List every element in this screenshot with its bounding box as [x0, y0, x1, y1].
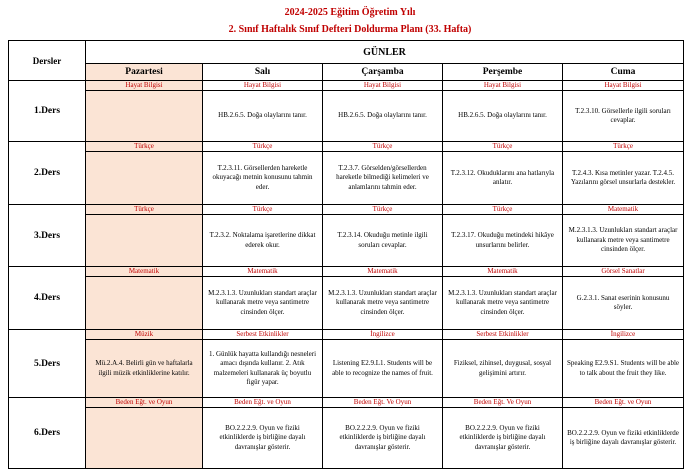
subject-cell: İngilizce	[323, 330, 443, 340]
objective-cell: BO.2.2.2.9. Oyun ve fiziki etkinliklerde iş birliğine dayalı davranışlar gösterir.	[563, 408, 684, 469]
day-header-monday: Pazartesi	[86, 64, 203, 81]
page-title: 2024-2025 Eğitim Öğretim Yılı	[284, 7, 416, 18]
subject-cell: Matematik	[86, 267, 203, 277]
objective-cell: BO.2.2.2.9. Oyun ve fiziki etkinliklerde iş birliğine dayalı davranışlar gösterir.	[443, 408, 563, 469]
objective-cell	[86, 91, 203, 142]
subject-cell: Beden Eğt. Ve Oyun	[323, 398, 443, 408]
objective-cell: T.2.3.11. Görsellerden hareketle okuyacağı metnin konusunu tahmin eder.	[203, 152, 323, 205]
objective-cell: T.2.3.10. Görsellerle ilgili soruları cevaplar.	[563, 91, 684, 142]
objective-cell: T.2.3.7. Görselden/görsellerden hareketle bilmediği kelimeleri ve anlamlarını tahmin eder.	[323, 152, 443, 205]
subject-cell: Türkçe	[563, 142, 684, 152]
content-row	[9, 215, 684, 267]
lesson-label: 3.Ders	[9, 205, 86, 267]
content-row	[9, 340, 684, 398]
content-row	[9, 408, 684, 469]
objective-cell: Mü.2.A.4. Belirli gün ve haftalarla ilgili müzik etkinliklerine katılır.	[86, 340, 203, 398]
objective-cell: M.2.3.1.3. Uzunlukları standart araçlar kullanarak metre veya santimetre cinsinden ölçer.	[563, 215, 684, 267]
weekly-plan-table	[8, 40, 684, 469]
content-row	[9, 152, 684, 205]
objective-cell: T.2.4.3. Kısa metinler yazar. T.2.4.5. Yazılarını görsel unsurlarla destekler.	[563, 152, 684, 205]
objective-cell: BO.2.2.2.9. Oyun ve fiziki etkinliklerde iş birliğine dayalı davranışlar gösterir.	[203, 408, 323, 469]
subject-cell: Hayat Bilgisi	[443, 81, 563, 91]
subject-cell: Beden Eğt. Ve Oyun	[443, 398, 563, 408]
objective-cell: M.2.3.1.3. Uzunlukları standart araçlar kullanarak metre veya santimetre cinsinden ölçer.	[203, 277, 323, 330]
subject-row	[9, 330, 684, 340]
objective-cell: HB.2.6.5. Doğa olaylarını tanır.	[443, 91, 563, 142]
subject-row	[9, 398, 684, 408]
subject-cell: Matematik	[323, 267, 443, 277]
objective-cell: T.2.3.17. Okuduğu metindeki hikâye unsurlarını belirler.	[443, 215, 563, 267]
lessons-column-header: Dersler	[9, 41, 86, 81]
objective-cell: T.2.3.2. Noktalama işaretlerine dikkat ederek okur.	[203, 215, 323, 267]
subject-cell: Beden Eğt. ve Oyun	[563, 398, 684, 408]
day-header-friday: Cuma	[563, 64, 684, 81]
objective-cell: M.2.3.1.3. Uzunlukları standart araçlar kullanarak metre veya santimetre cinsinden ölçer.	[443, 277, 563, 330]
subject-cell: Türkçe	[443, 142, 563, 152]
subject-cell: Türkçe	[443, 205, 563, 215]
subject-cell: Serbest Etkinlikler	[203, 330, 323, 340]
objective-cell: Fiziksel, zihinsel, duygusal, sosyal gelişimini artırır.	[443, 340, 563, 398]
subject-row	[9, 205, 684, 215]
subject-cell: Türkçe	[203, 205, 323, 215]
lesson-label: 4.Ders	[9, 267, 86, 330]
subject-cell: Türkçe	[86, 205, 203, 215]
objective-cell: G.2.3.1. Sanat eserinin konusunu söyler.	[563, 277, 684, 330]
objective-cell: HB.2.6.5. Doğa olaylarını tanır.	[323, 91, 443, 142]
subject-cell: Matematik	[563, 205, 684, 215]
subject-cell: İngilizce	[563, 330, 684, 340]
objective-cell	[86, 215, 203, 267]
day-header-tuesday: Salı	[203, 64, 323, 81]
subject-cell: Serbest Etkinlikler	[443, 330, 563, 340]
objective-cell: T.2.3.14. Okuduğu metinle ilgili soruları cevaplar.	[323, 215, 443, 267]
subject-row	[9, 81, 684, 91]
content-row	[9, 277, 684, 330]
objective-cell: Listening E2.9.L1. Students will be able to recognize the names of fruit.	[323, 340, 443, 398]
objective-cell	[86, 408, 203, 469]
lesson-label: 1.Ders	[9, 81, 86, 142]
objective-cell	[86, 277, 203, 330]
subject-cell: Beden Eğt. ve Oyun	[203, 398, 323, 408]
day-header-thursday: Perşembe	[443, 64, 563, 81]
subject-cell: Türkçe	[203, 142, 323, 152]
subject-row	[9, 267, 684, 277]
subject-cell: Görsel Sanatlar	[563, 267, 684, 277]
subject-cell: Türkçe	[86, 142, 203, 152]
subject-cell: Hayat Bilgisi	[323, 81, 443, 91]
objective-cell	[86, 152, 203, 205]
lesson-label: 2.Ders	[9, 142, 86, 205]
subject-cell: Hayat Bilgisi	[203, 81, 323, 91]
subject-cell: Beden Eğt. ve Oyun	[86, 398, 203, 408]
subject-cell: Hayat Bilgisi	[563, 81, 684, 91]
subject-cell: Müzik	[86, 330, 203, 340]
lesson-label: 6.Ders	[9, 398, 86, 469]
subject-cell: Türkçe	[323, 142, 443, 152]
subject-cell: Matematik	[443, 267, 563, 277]
subject-cell: Matematik	[203, 267, 323, 277]
objective-cell: Speaking E2.9.S1. Students will be able to talk about the fruit they like.	[563, 340, 684, 398]
objective-cell: 1. Günlük hayatta kullandığı nesneleri amacı dışında kullanır. 2. Atık malzemeleri kullanarak üç boyutlu figür yapar.	[203, 340, 323, 398]
objective-cell: HB.2.6.5. Doğa olaylarını tanır.	[203, 91, 323, 142]
objective-cell: BO.2.2.2.9. Oyun ve fiziki etkinliklerde iş birliğine dayalı davranışlar gösterir.	[323, 408, 443, 469]
subject-row	[9, 142, 684, 152]
subject-cell: Hayat Bilgisi	[86, 81, 203, 91]
lesson-label: 5.Ders	[9, 330, 86, 398]
subject-cell: Türkçe	[323, 205, 443, 215]
objective-cell: T.2.3.12. Okuduklarını ana hatlarıyla anlatır.	[443, 152, 563, 205]
day-header-wednesday: Çarşamba	[323, 64, 443, 81]
content-row	[9, 91, 684, 142]
objective-cell: M.2.3.1.3. Uzunlukları standart araçlar kullanarak metre veya santimetre cinsinden ölçer.	[323, 277, 443, 330]
days-group-header: GÜNLER	[86, 41, 684, 64]
page-subtitle: 2. Sınıf Haftalık Sınıf Defteri Doldurma Planı (33. Hafta)	[228, 24, 472, 35]
